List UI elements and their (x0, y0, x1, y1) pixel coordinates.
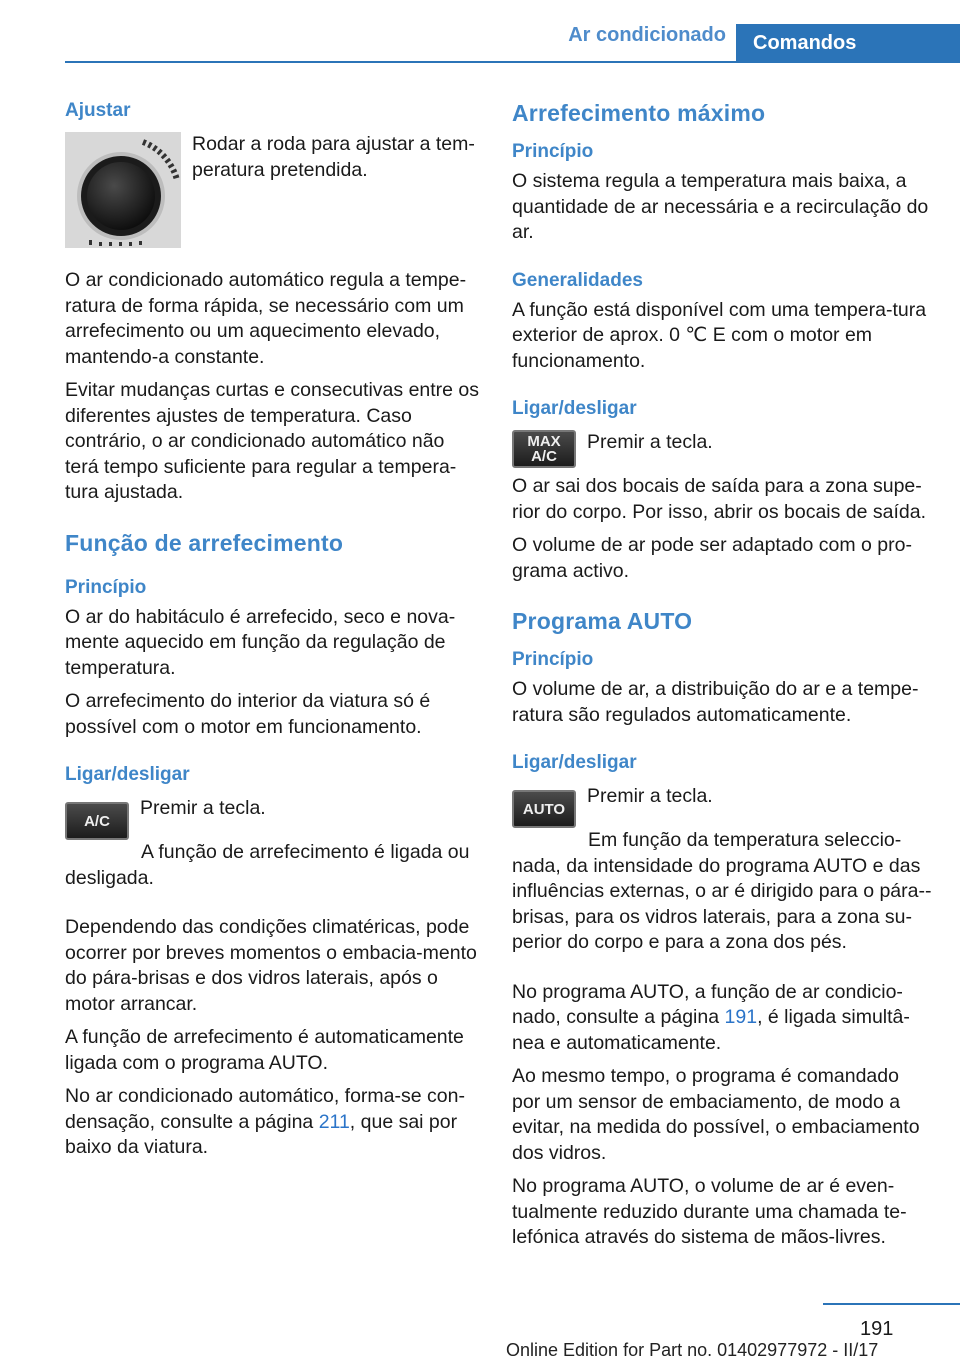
max-key-line2: A/C (531, 448, 557, 465)
right-paragraph-3: O ar sai dos bocais de saída para a zona supe-rior do corpo. Por isso, abrir os bocais de saída. (512, 475, 927, 523)
auto-onoff-heading: Ligar/desligar (512, 752, 637, 773)
max-ac-key-icon (512, 430, 576, 468)
right-paragraph-5: O volume de ar, a distribuição do ar e a tempe-ratura são regulados automaticamente. (512, 678, 919, 726)
ajustar-heading: Ajustar (65, 100, 131, 121)
max-cooling-heading: Arrefecimento máximo (512, 100, 766, 126)
ac-key-icon: A/C (65, 802, 129, 840)
footer-rule (823, 1303, 960, 1305)
header-chapter: Comandos (736, 24, 960, 61)
temperature-knob-icon (65, 132, 181, 248)
left-paragraph-7-end: , que sai por baixo da viatura. (65, 1110, 458, 1158)
right-paragraph-2: A função está disponível com uma tempera-tura exterior de aprox. 0 ℃ E com o motor em funcionamento. (512, 298, 927, 372)
ajustar-figure-row (65, 132, 480, 248)
page-number: 191 (860, 1318, 894, 1340)
right-paragraph-1: O sistema regula a temperatura mais baixa, a quantidade de ar necessária e a recirculação do ar. (512, 170, 929, 243)
auto-principle-heading: Princípio (512, 649, 594, 670)
cooling-heading: Função de arrefecimento (65, 529, 344, 556)
edition-note: Online Edition for Part no. 01402977972 - II/17 (506, 1340, 879, 1360)
ajustar-text: Rodar a roda para ajustar a tem-peratura pretendida. (192, 133, 475, 181)
right-paragraph-8: Ao mesmo tempo, o programa é comandado por um sensor de embaciamento, de modo a evitar, na medida do possível, o embaciamento dos vidros. (512, 1065, 920, 1164)
left-paragraph-2: Evitar mudanças curtas e consecutivas entre os diferentes ajustes de temperatura. Caso contrário, o ar condicionado automático não terá tempo suficiente para regular a tempera-tura ajustada. (65, 379, 480, 503)
left-paragraph-6: A função de arrefecimento é automaticamente ligada com o programa AUTO. (65, 1026, 464, 1074)
page-link-191[interactable]: 191 (724, 1006, 758, 1028)
ac-key-row (65, 796, 480, 840)
right-paragraph-7-text: No programa AUTO, a função de ar condicio-nado, consulte a página (512, 980, 903, 1028)
left-paragraph-1: O ar condicionado automático regula a tempe-ratura de forma rápida, se necessário com um arrefecimento ou um aquecimento elevado, mantendo-a constante. (65, 269, 467, 368)
auto-description: Em função da temperatura seleccio-nada, da intensidade do programa AUTO e das influências externas, o ar é dirigido para o pára--brisas, para os vidros laterais, para a zona su-perior do corpo e para a zona dos pés. (512, 829, 932, 953)
cooling-onoff-heading: Ligar/desligar (65, 764, 190, 785)
auto-key-icon: AUTO (512, 790, 576, 828)
right-paragraph-9: No programa AUTO, o volume de ar é even-tualmente reduzido durante uma chamada te-lefónica através do sistema de mãos-livres. (512, 1175, 907, 1248)
left-column (65, 100, 480, 1169)
right-paragraph-4: O volume de ar pode ser adaptado com o pro-grama activo. (512, 534, 912, 582)
max-onoff-heading: Ligar/desligar (512, 398, 637, 419)
general-heading: Generalidades (512, 269, 643, 291)
cooling-principle-heading: Princípio (65, 576, 147, 598)
left-paragraph-7 (65, 1084, 480, 1161)
max-key-row (512, 430, 932, 468)
right-paragraph-7 (512, 980, 932, 1057)
left-paragraph-5: Dependendo das condições climatéricas, pode ocorrer por breves momentos o embacia-mento do pára-brisas e dos vidros laterais, após o motor arrancar. (65, 916, 477, 1015)
header-rule (65, 61, 960, 63)
ac-toggle-text: A função de arrefecimento é ligada ou desligada. (65, 841, 470, 889)
auto-press-text: Premir a tecla. (587, 785, 713, 807)
max-key-line1: MAX (527, 433, 561, 450)
right-paragraph-7-end: , é ligada simultâ-nea e automaticamente. (512, 1006, 910, 1054)
auto-heading: Programa AUTO (512, 608, 693, 634)
auto-key-row (512, 784, 932, 828)
ac-press-text: Premir a tecla. (140, 797, 266, 819)
page-link-211[interactable]: 211 (318, 1110, 350, 1133)
left-paragraph-4: O arrefecimento do interior da viatura só é possível com o motor em funcionamento. (65, 690, 431, 738)
right-column (512, 100, 932, 1259)
max-press-text: Premir a tecla. (587, 431, 713, 453)
left-paragraph-7-text: No ar condicionado automático, forma-se con-densação, consulte a página (65, 1085, 465, 1133)
left-paragraph-3: O ar do habitáculo é arrefecido, seco e nova-mente aquecido em função da regulação de temperatura. (65, 605, 456, 679)
max-principle-heading: Princípio (512, 141, 594, 162)
header-section: Ar condicionado (568, 24, 726, 46)
